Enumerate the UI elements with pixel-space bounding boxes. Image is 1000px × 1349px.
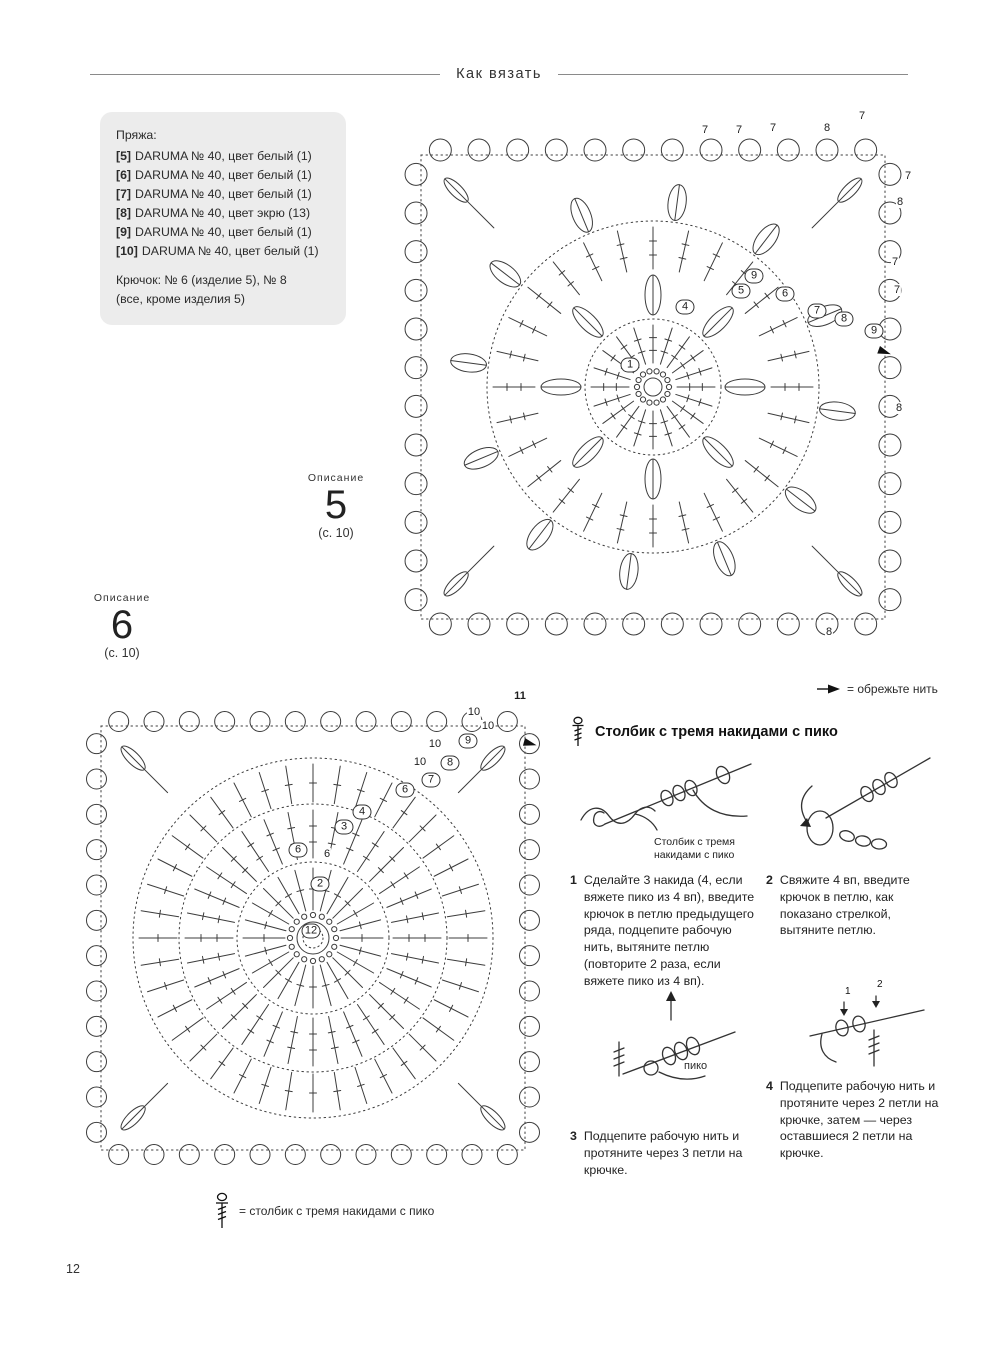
chart-stitch-count-label: 7 <box>904 170 912 182</box>
header-rule-right <box>558 74 908 75</box>
yarn-item-text: DARUMA № 40, цвет белый (1) <box>135 168 312 182</box>
page-number: 12 <box>66 1262 80 1276</box>
chart-stitch-count-label: 9 <box>745 269 764 284</box>
chart-5-container <box>368 100 940 678</box>
description-page-ref: (с. 10) <box>104 646 140 660</box>
hook-note: Крючок: № 6 (изделие 5), № 8 (все, кроме изделия 5) <box>116 273 287 306</box>
chart-stitch-count-label: 4 <box>676 300 695 315</box>
chart-stitch-count-label: 6 <box>289 843 308 858</box>
cut-thread-legend-text: = обрежьте нить <box>847 682 938 696</box>
chart-stitch-count-label: 7 <box>891 256 899 268</box>
page-header <box>90 66 908 82</box>
chart-stitch-count-label: 7 <box>422 773 441 788</box>
yarn-item <box>116 166 332 185</box>
chart-5-diagram <box>368 100 940 678</box>
technique-title: Столбик с тремя накидами с пико <box>595 724 838 740</box>
chart-stitch-count-label: 8 <box>896 196 904 208</box>
yarn-item <box>116 147 332 166</box>
yarn-item-number: [10] <box>116 244 138 258</box>
yarn-item <box>116 185 332 204</box>
description-number: 5 <box>324 483 348 527</box>
step-2-illustration <box>768 746 936 860</box>
yarn-item-number: [5] <box>116 149 132 163</box>
chart-stitch-count-label: 10 <box>413 756 427 768</box>
chart-stitch-count-label: 8 <box>825 626 833 638</box>
description-word: Описание <box>93 592 151 604</box>
chart-stitch-count-label: 3 <box>335 820 354 835</box>
chart-center-round-label: 12 <box>302 924 321 939</box>
yarn-item <box>116 204 332 223</box>
chart-stitch-count-label: 5 <box>732 284 751 299</box>
chart-stitch-count-label: 8 <box>835 312 854 327</box>
yarn-item-text: DARUMA № 40, цвет экрю (13) <box>135 206 311 220</box>
chart-stitch-count-label: 7 <box>735 124 743 136</box>
step-4-illustration <box>772 984 937 1072</box>
yarn-item-number: [6] <box>116 168 132 182</box>
chart-stitch-count-label: 7 <box>701 124 709 136</box>
stitch-symbol-icon <box>570 716 586 748</box>
yarn-item <box>116 242 332 261</box>
chart-stitch-count-label: 6 <box>776 287 795 302</box>
yarn-item-text: DARUMA № 40, цвет белый (1) <box>135 187 312 201</box>
chart-6-container <box>55 688 575 1196</box>
yarn-info-box <box>100 112 346 325</box>
step-text: Сделайте 3 накида (4, если вяжете пико из 4 вп), введите крючок в петлю предыдущего ряда, подцепите рабочую нить, вытяните петлю (повторите 2 раза, если вяжете пико из 4 вп). <box>583 873 755 988</box>
cut-thread-legend <box>816 682 938 696</box>
cut-thread-arrow-icon <box>816 683 842 695</box>
step-3-illustration <box>583 986 751 1086</box>
description-6-label <box>80 592 164 660</box>
chart-stitch-count-label: 8 <box>823 122 831 134</box>
chart-stitch-count-label: 10 <box>467 706 481 718</box>
chart-stitch-count-label: 9 <box>865 324 884 339</box>
fig4-mark-1: 1 <box>845 986 851 997</box>
description-page-ref: (с. 10) <box>318 526 354 540</box>
step-2 <box>766 872 940 939</box>
chart-stitch-count-label: 7 <box>808 304 827 319</box>
technique-header <box>570 716 942 748</box>
stitch-legend <box>213 1192 434 1230</box>
chart-stitch-count-label: 4 <box>353 805 372 820</box>
page-title: Как вязать <box>456 66 542 82</box>
stitch-symbol-icon <box>213 1192 231 1230</box>
header-rule-left <box>90 74 440 75</box>
chart-stitch-count-label: 8 <box>895 402 903 414</box>
yarn-item-text: DARUMA № 40, цвет белый (1) <box>135 225 312 239</box>
chart-stitch-count-label: 7 <box>769 122 777 134</box>
chart-stitch-count-label: 6 <box>396 783 415 798</box>
chart-stitch-count-label: 10 <box>428 738 442 750</box>
chart-stitch-count-label: 7 <box>858 110 866 122</box>
pico-label: пико <box>684 1060 708 1072</box>
chart-stitch-count-label: 10 <box>481 720 495 732</box>
yarn-item-text: DARUMA № 40, цвет белый (1) <box>141 244 319 258</box>
yarn-item-number: [9] <box>116 225 132 239</box>
yarn-box-title: Пряжа: <box>116 128 157 142</box>
chart-stitch-count-label: 9 <box>459 734 478 749</box>
yarn-item-number: [7] <box>116 187 132 201</box>
step-number: 4 <box>766 1079 773 1093</box>
figure-caption: Столбик с тремя накидами с пико <box>654 836 735 861</box>
yarn-item-number: [8] <box>116 206 132 220</box>
description-5-label <box>294 472 378 540</box>
step-text: Подцепите рабочую нить и протяните через 3 петли на крючке. <box>583 1129 743 1177</box>
step-1 <box>570 872 760 990</box>
step-4 <box>766 1078 944 1162</box>
yarn-item <box>116 223 332 242</box>
chart-stitch-count-label: 2 <box>311 877 330 892</box>
stitch-legend-text: = столбик с тремя накидами с пико <box>239 1204 435 1218</box>
chart-center-round-label: 1 <box>621 358 640 373</box>
chart-stitch-count-label: 8 <box>441 756 460 771</box>
fig4-mark-2: 2 <box>877 979 883 990</box>
step-3 <box>570 1128 760 1178</box>
step-number: 1 <box>570 873 577 887</box>
yarn-item-text: DARUMA № 40, цвет белый (1) <box>135 149 312 163</box>
step-text: Свяжите 4 вп, введите крючок в петлю, как показано стрелкой, вытяните петлю. <box>779 873 910 938</box>
step-1-illustration <box>575 748 761 834</box>
step-number: 2 <box>766 873 773 887</box>
description-number: 6 <box>110 603 134 647</box>
description-word: Описание <box>307 472 365 484</box>
chart-stitch-count-label: 6 <box>323 848 331 860</box>
chart-stitch-count-label: 11 <box>514 690 526 702</box>
step-number: 3 <box>570 1129 577 1143</box>
chart-stitch-count-label: 7 <box>893 284 901 296</box>
step-text: Подцепите рабочую нить и протяните через 2 петли на крючке, затем — через оставшиеся 2 петли на крючке. <box>779 1079 939 1161</box>
chart-6-diagram <box>55 688 575 1196</box>
